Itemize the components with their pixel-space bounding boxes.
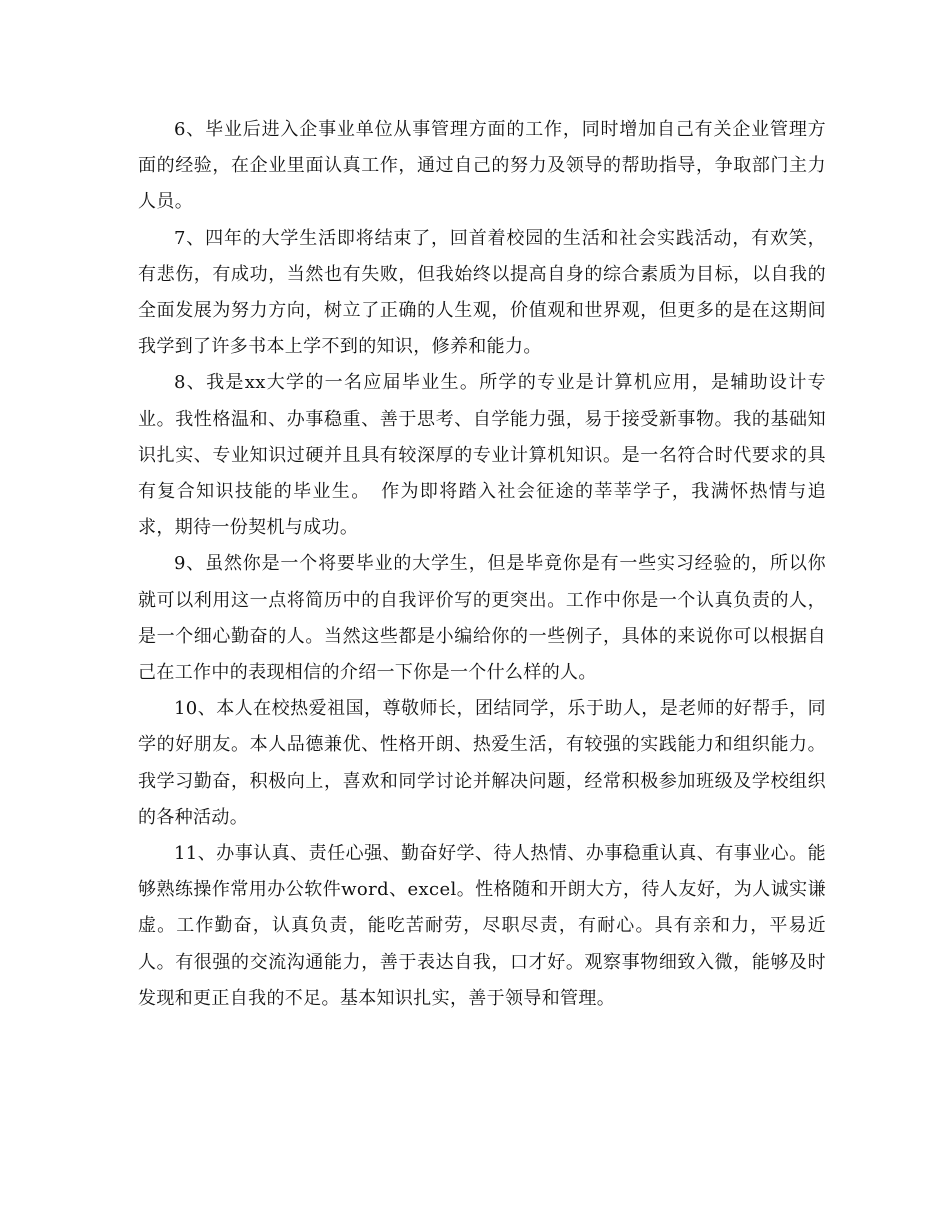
paragraph-item-8: 8、我是xx大学的一名应届毕业生。所学的专业是计算机应用，是辅助设计专业。我性格温和、办事稳重、善于思考、自学能力强，易于接受新事物。我的基础知识扎实、专业知识过硬并且具有较深厚的专业计算机知识。是一名符合时代要求的具有复合知识技能的毕业生。 作为即将踏入社会征途的莘莘学子，我满怀热情与追求，期待一份契机与成功。	[138, 372, 826, 539]
paragraph-item-10: 10、本人在校热爱祖国，尊敬师长，团结同学，乐于助人，是老师的好帮手，同学的好朋友。本人品德兼优、性格开朗、热爱生活，有较强的实践能力和组织能力。我学习勤奋，积极向上，喜欢和同学讨论并解决问题，经常积极参加班级及学校组织的各种活动。	[138, 698, 826, 828]
paragraph-item-11: 11、办事认真、责任心强、勤奋好学、待人热情、办事稳重认真、有事业心。能够熟练操作常用办公软件word、excel。性格随和开朗大方，待人友好，为人诚实谦虚。工作勤奋，认真负责，能吃苦耐劳，尽职尽责，有耐心。具有亲和力，平易近人。有很强的交流沟通能力，善于表达自我，口才好。观察事物细致入微，能够及时发现和更正自我的不足。基本知识扎实，善于领导和管理。	[138, 843, 826, 1009]
paragraph-item-6: 6、毕业后进入企事业单位从事管理方面的工作，同时增加自己有关企业管理方面的经验，在企业里面认真工作，通过自己的努力及领导的帮助指导，争取部门主力人员。	[138, 119, 826, 213]
paragraph-item-9: 9、虽然你是一个将要毕业的大学生，但是毕竟你是有一些实习经验的，所以你就可以利用这一点将简历中的自我评价写的更突出。工作中你是一个认真负责的人，是一个细心勤奋的人。当然这些都是小编给你的一些例子，具体的来说你可以根据自己在工作中的表现相信的介绍一下你是一个什么样的人。	[138, 553, 826, 684]
paragraph-item-7: 7、四年的大学生活即将结束了，回首着校园的生活和社会实践活动，有欢笑，有悲伤，有成功，当然也有失败，但我始终以提高自身的综合素质为目标，以自我的全面发展为努力方向，树立了正确的人生观，价值观和世界观，但更多的是在这期间我学到了许多书本上学不到的知识，修养和能力。	[138, 227, 826, 358]
document-body	[138, 112, 826, 1017]
